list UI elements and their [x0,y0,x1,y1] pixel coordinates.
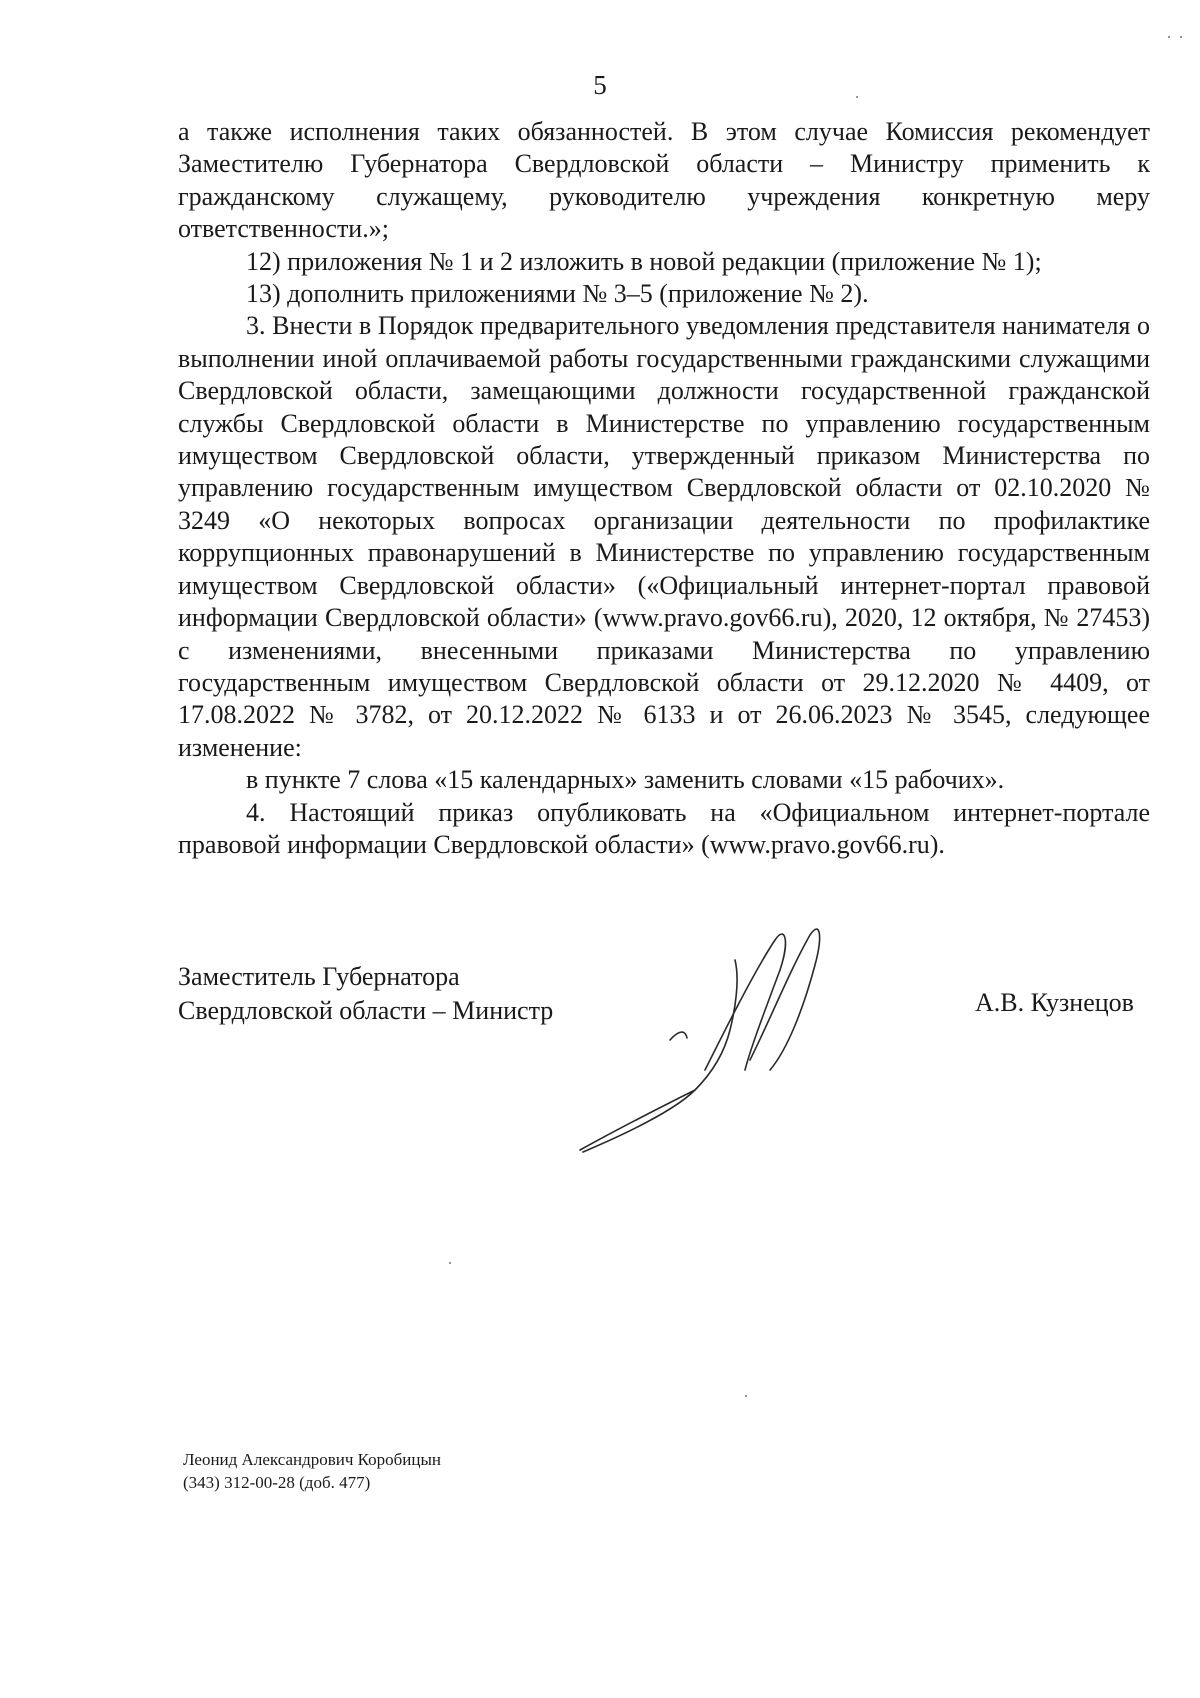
paragraph: 13) дополнить приложениями № 3–5 (приложение № 2). [246,279,869,309]
document-body [178,116,1150,861]
signer-title [178,960,553,1028]
scan-speck [1168,36,1170,38]
scan-speck [856,96,858,98]
paragraph: 3. Внести в Порядок предварительного уведомления представителя нанимателя о выполнении иной оплачиваемой работы государственными гражданскими служащими Свердловской области, замещающими должности государственной гражданской службы Свердловской области в Министерстве по управлению государственным имуществом Свердловской области, утвержденный приказом Министерства по управлению государственным имуществом Свердловской области от 02.10.2020 № 3249 «О некоторых вопросах организации деятельности по профилактике коррупционных правонарушений в Министерстве по управлению государственным имуществом Свердловской области» («Официальный интернет-портал правовой информации Свердловской области» (www.pravo.gov66.ru), 2020, 12 октября, № 27453) с изменениями, внесенными приказами Министерства по управлению государственным имуществом Свердловской области от 29.12.2020 № 4409, от 17.08.2022 № 3782, от 20.12.2022 № 6133 и от 26.06.2023 № 3545, следующее изменение: [178,311,1150,762]
scan-speck [449,1262,451,1264]
signer-title-line: Заместитель Губернатора [178,962,460,991]
contact-phone: (343) 312-00-28 (доб. 477) [183,1473,371,1492]
paragraph: 12) приложения № 1 и 2 изложить в новой редакции (приложение № 1); [246,246,1042,276]
scan-speck [1180,36,1182,38]
paragraph: 4. Настоящий приказ опубликовать на «Официальном интернет-портале правовой информации Свердловской области» (www.pravo.gov66.ru). [178,797,1150,859]
scan-speck [745,1395,747,1397]
handwritten-signature [575,920,865,1160]
paragraph: в пункте 7 слова «15 календарных» заменить словами «15 рабочих». [246,765,1005,795]
paragraph: а также исполнения таких обязанностей. В этом случае Комиссия рекомендует Заместителю Губернатора Свердловской области – Министру применить к гражданскому служащему, руководителю учреждения конкретную меру ответственности.»; [178,117,1150,244]
page-number: 5 [593,70,607,100]
contact-person: Леонид Александрович Коробицын [183,1450,442,1469]
contact-block [183,1448,441,1494]
signer-title-line: Свердловской области – Министр [178,996,554,1025]
signer-name: А.В. Кузнецов [975,988,1134,1017]
